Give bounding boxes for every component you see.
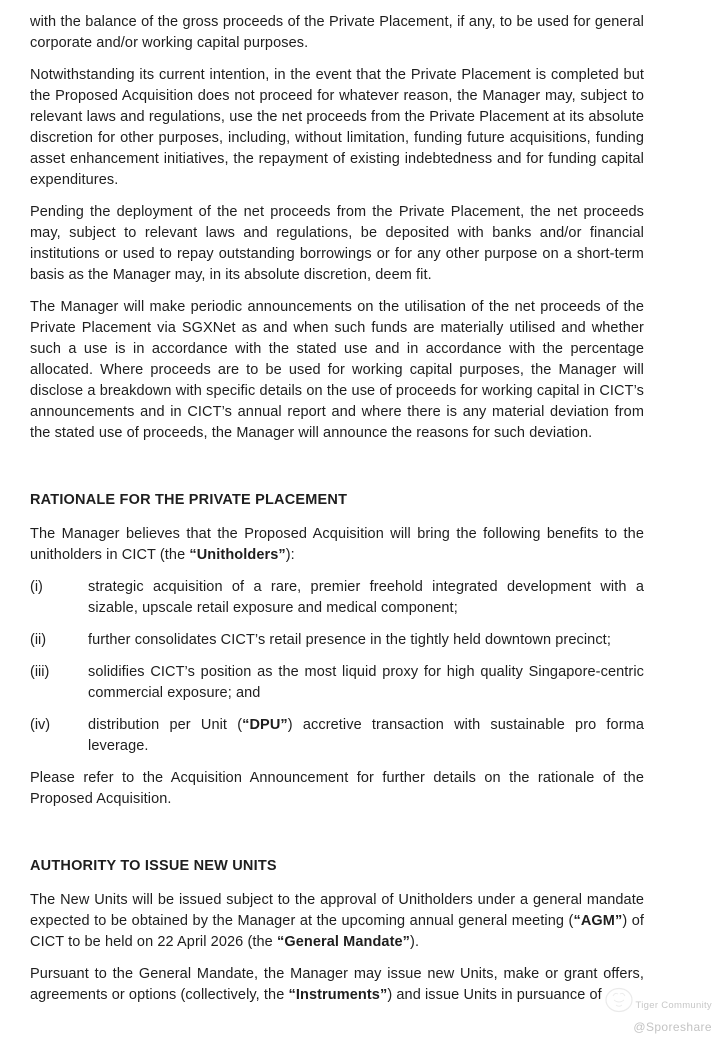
- list-item-iii: [30, 662, 644, 704]
- list-marker: (iv): [30, 717, 51, 733]
- paragraph-pending-deployment: Pending the deployment of the net proceeds from the Private Placement, the net proceeds may, subject to relevant laws and regulations, be deposited with banks and/or financial institutions or used to repay outstanding borrowings or for any other purpose on a short-term basis as the Manager may, in its absolute discretion, deem fit.: [30, 204, 644, 283]
- paragraph-use-of-proceeds-balance: with the balance of the gross proceeds of the Private Placement, if any, to be used for general corporate and/or working capital purposes.: [30, 14, 644, 51]
- paragraph-periodic-announcements: The Manager will make periodic announcements on the utilisation of the net proceeds of the Private Placement via SGXNet as and when such funds are materially utilised and whether such a use is in accordance with the stated use and in accordance with the percentage allocated. Where proceeds are to be used for working capital purposes, the Manager will disclose a breakdown with specific details on the use of proceeds for working capital in CICT’s announcements and in CICT’s annual report and where there is any material deviation from the stated use of proceeds, the Manager will announce the reasons for such deviation.: [30, 299, 644, 441]
- paragraph-notwithstanding-intention: Notwithstanding its current intention, in the event that the Private Placement is completed but the Proposed Acquisition does not proceed for whatever reason, the Manager may, subject to relevant laws and regulations, use the net proceeds from the Private Placement at its absolute discretion for other purposes, including, without limitation, funding future acquisitions, funding asset enhancement initiatives, the repayment of existing indebtedness and for funding capital expenditures.: [30, 67, 644, 188]
- list-marker: (iii): [30, 664, 50, 680]
- list-item-ii: [30, 630, 644, 651]
- list-item-text: strategic acquisition of a rare, premier freehold integrated development with a sizable, upscale retail exposure and medical component;: [88, 579, 644, 616]
- section-heading-rationale: RATIONALE FOR THE PRIVATE PLACEMENT: [30, 492, 348, 508]
- paragraph-manager-believes: The Manager believes that the Proposed Acquisition will bring the following benefits to the unitholders in CICT (the “Unitholders”):: [30, 526, 644, 563]
- list-marker: (ii): [30, 632, 47, 648]
- list-item-iv: [30, 715, 644, 757]
- list-item-i: [30, 577, 644, 619]
- paragraph-please-refer: Please refer to the Acquisition Announcement for further details on the rationale of the Proposed Acquisition.: [30, 770, 644, 807]
- section-heading-authority: AUTHORITY TO ISSUE NEW UNITS: [30, 858, 277, 874]
- paragraph-new-units-mandate: The New Units will be issued subject to the approval of Unitholders under a general mandate expected to be obtained by the Manager at the upcoming annual general meeting (“AGM”) of CICT to be held on 22 April 2026 (the “General Mandate”).: [30, 892, 644, 950]
- list-item-text: distribution per Unit (“DPU”) accretive transaction with sustainable pro forma leverage.: [88, 717, 644, 754]
- list-item-text: solidifies CICT’s position as the most liquid proxy for high quality Singapore-centric commercial exposure; and: [88, 664, 644, 701]
- watermark-handle-label: @Sporeshare: [633, 1020, 712, 1034]
- list-item-text: further consolidates CICT’s retail presence in the tightly held downtown precinct;: [88, 632, 611, 648]
- list-marker: (i): [30, 579, 43, 595]
- paragraph-pursuant-mandate: Pursuant to the General Mandate, the Manager may issue new Units, make or grant offers, agreements or options (collectively, the “Instruments”) and issue Units in pursuance of: [30, 966, 644, 1003]
- watermark-community-label: Tiger Community: [635, 999, 712, 1011]
